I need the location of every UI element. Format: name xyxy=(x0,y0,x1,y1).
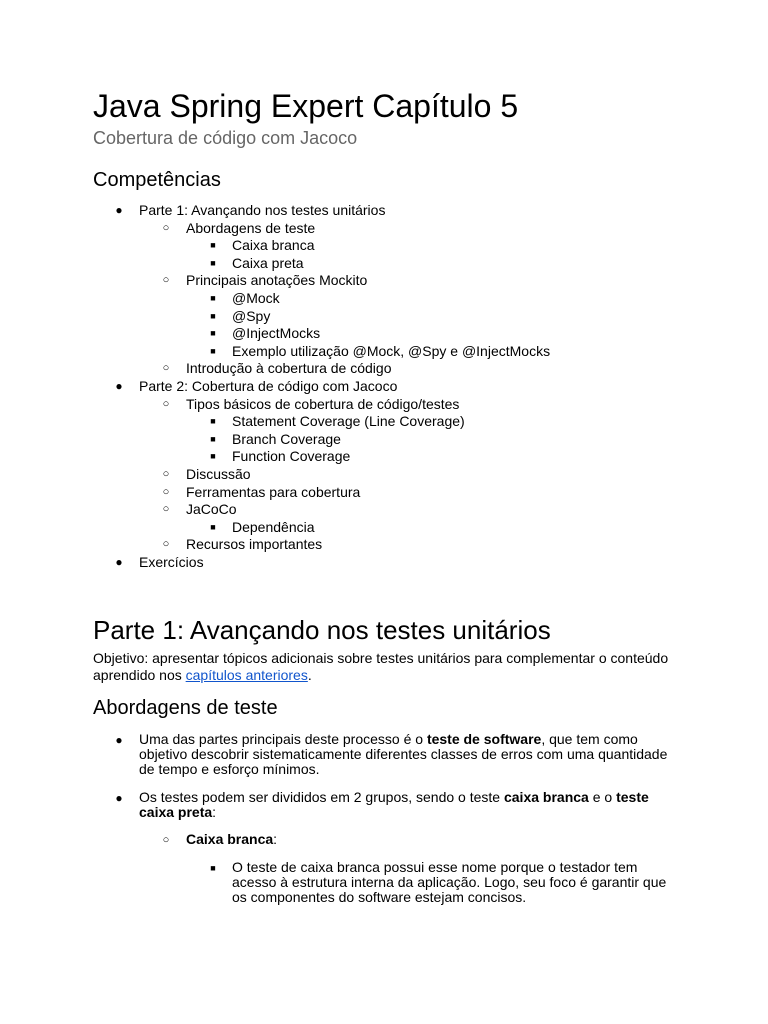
objective-paragraph xyxy=(93,650,693,684)
toc-item: Exemplo utilização @Mock, @Spy e @InjectMocks xyxy=(232,343,551,359)
approaches-item-1: Uma das partes principais deste processo é o teste de software, que tem como objetivo descobrir sistematicamente diferentes classes de erros com uma quantidade de tempo e esforço mínimos. xyxy=(139,731,668,777)
toc-item: Discussão xyxy=(186,466,251,482)
bullet-level3: ■ xyxy=(210,863,216,873)
bullet-level1: ● xyxy=(115,733,123,747)
toc-bullet-level2: ○ xyxy=(162,468,170,480)
document-subtitle: Cobertura de código com Jacoco xyxy=(93,128,358,148)
white-box-item: Caixa branca: xyxy=(186,831,278,847)
toc-bullet-level1: ● xyxy=(115,203,123,217)
bullet-level1: ● xyxy=(115,791,123,805)
approaches-heading: Abordagens de teste xyxy=(93,697,278,719)
bullet-level2: ○ xyxy=(162,834,170,846)
toc-bullet-level3: ■ xyxy=(210,293,216,303)
toc-heading: Competências xyxy=(93,169,221,191)
toc-item: JaCoCo xyxy=(186,501,237,517)
document-title: Java Spring Expert Capítulo 5 xyxy=(93,88,519,124)
toc-bullet-level3: ■ xyxy=(210,451,216,461)
toc-bullet-level3: ■ xyxy=(210,434,216,444)
toc-bullet-level3: ■ xyxy=(210,258,216,268)
toc-item: @Mock xyxy=(232,290,280,306)
toc-item: Caixa branca xyxy=(232,237,315,253)
toc-item: Parte 2: Cobertura de código com Jacoco xyxy=(139,378,398,394)
toc-bullet-level2: ○ xyxy=(162,503,170,515)
white-box-description: O teste de caixa branca possui esse nome porque o testador tem acesso à estrutura interna da aplicação. Logo, seu foco é garantir que os componentes do software estejam concisos. xyxy=(232,859,667,905)
approaches-item-2: Os testes podem ser divididos em 2 grupos, sendo o teste caixa branca e o teste caixa preta: xyxy=(139,789,649,820)
toc-item: @InjectMocks xyxy=(232,325,321,341)
toc-item: Introdução à cobertura de código xyxy=(186,360,392,376)
part1-heading: Parte 1: Avançando nos testes unitários xyxy=(93,615,551,645)
toc-bullet-level3: ■ xyxy=(210,346,216,356)
toc-item: @Spy xyxy=(232,308,271,324)
toc-bullet-level2: ○ xyxy=(162,486,170,498)
toc-bullet-level2: ○ xyxy=(162,362,170,374)
toc-item: Recursos importantes xyxy=(186,536,323,552)
toc-bullet-level3: ■ xyxy=(210,311,216,321)
objective-text: Objetivo: apresentar tópicos adicionais sobre testes unitários para complementar o conteúdo aprendido nos xyxy=(93,650,669,683)
toc-bullet-level2: ○ xyxy=(162,398,170,410)
toc-bullet-level2: ○ xyxy=(162,274,170,286)
toc-item: Ferramentas para cobertura xyxy=(186,484,361,500)
toc-bullet-level1: ● xyxy=(115,379,123,393)
previous-chapters-link[interactable]: capítulos anteriores xyxy=(185,667,308,683)
toc-item: Parte 1: Avançando nos testes unitários xyxy=(139,202,386,218)
toc-item: Principais anotações Mockito xyxy=(186,272,368,288)
toc-bullet-level1: ● xyxy=(115,555,123,569)
toc-item: Function Coverage xyxy=(232,448,351,464)
toc-item: Statement Coverage (Line Coverage) xyxy=(232,413,465,429)
toc-item: Dependência xyxy=(232,519,315,535)
toc-item: Tipos básicos de cobertura de código/testes xyxy=(186,396,460,412)
toc-bullet-level3: ■ xyxy=(210,416,216,426)
toc-bullet-level3: ■ xyxy=(210,328,216,338)
toc-item: Exercícios xyxy=(139,554,204,570)
toc-bullet-level3: ■ xyxy=(210,240,216,250)
toc-item: Abordagens de teste xyxy=(186,220,316,236)
toc-bullet-level3: ■ xyxy=(210,522,216,532)
toc-bullet-level2: ○ xyxy=(162,222,170,234)
toc-bullet-level2: ○ xyxy=(162,538,170,550)
objective-suffix: . xyxy=(307,667,312,683)
toc-item: Caixa preta xyxy=(232,255,304,271)
toc-item: Branch Coverage xyxy=(232,431,341,447)
